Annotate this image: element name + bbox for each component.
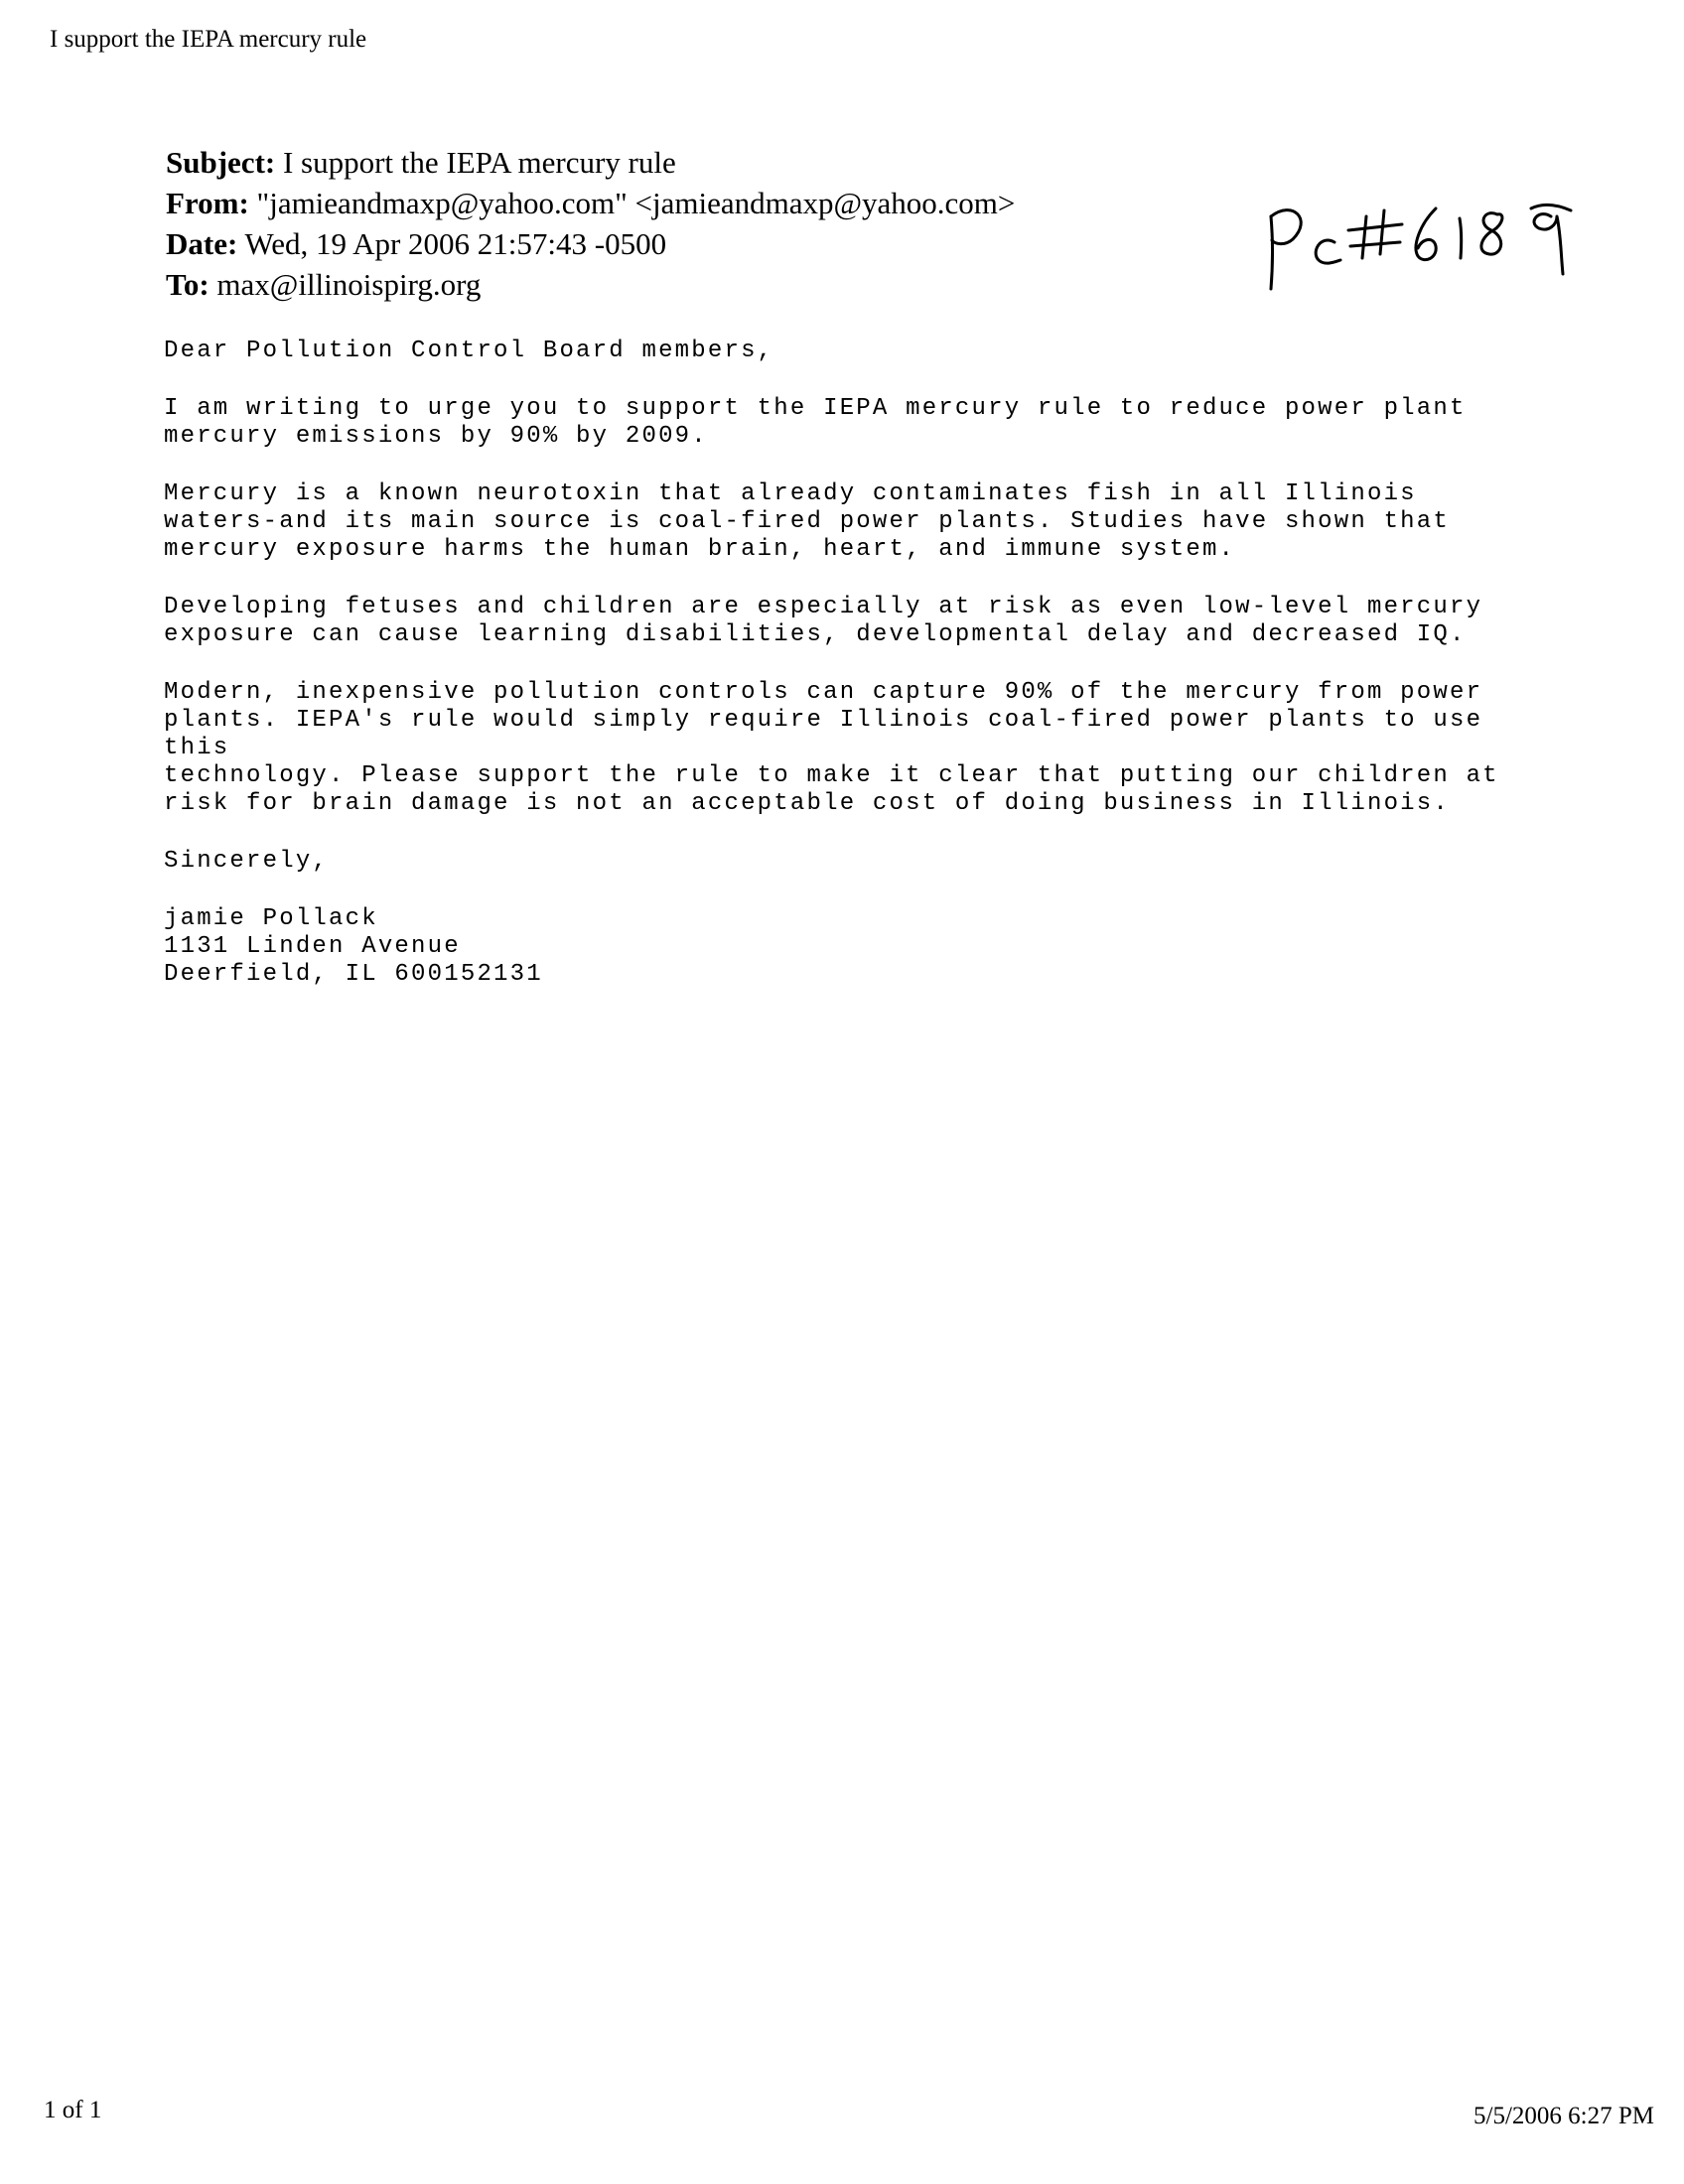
page-number: 1 of 1 — [44, 2097, 102, 2123]
subject-row — [166, 142, 1015, 183]
page-header: I support the IEPA mercury rule — [50, 26, 367, 53]
body-paragraph: Mercury is a known neurotoxin that already contaminates fish in all Illinois waters-and its main source is coal-fired power plants. Studies have shown that mercury exposure harms the human brain, heart, and immune system. — [164, 480, 1450, 563]
signature-street: 1131 Linden Avenue — [164, 933, 461, 960]
subject-value: I support the IEPA mercury rule — [282, 145, 676, 180]
signature-name: jamie Pollack — [164, 905, 378, 932]
from-label: From: — [166, 186, 249, 220]
to-value: max@illinoispirg.org — [216, 267, 482, 302]
body-paragraph: I am writing to urge you to support the IEPA mercury rule to reduce power plant mercury emissions by 90% by 2009. — [164, 395, 1467, 450]
date-row — [166, 223, 1015, 264]
email-headers — [166, 142, 1015, 305]
body-paragraph: Developing fetuses and children are especially at risk as even low-level mercury exposure can cause learning disabilities, developmental delay and decreased IQ. — [164, 594, 1483, 648]
email-body — [164, 338, 1554, 989]
subject-label: Subject: — [166, 145, 276, 180]
closing: Sincerely, — [164, 848, 330, 875]
date-label: Date: — [166, 226, 238, 261]
to-label: To: — [166, 267, 210, 302]
to-row — [166, 264, 1015, 305]
signature-city: Deerfield, IL 600152131 — [164, 961, 543, 988]
handwritten-annotation — [1263, 195, 1581, 294]
from-value: "jamieandmaxp@yahoo.com" <jamieandmaxp@yahoo.com> — [256, 186, 1016, 220]
date-value: Wed, 19 Apr 2006 21:57:43 -0500 — [244, 226, 667, 261]
print-timestamp: 5/5/2006 6:27 PM — [1474, 2103, 1654, 2129]
signature-block — [164, 905, 1554, 989]
body-paragraph: Modern, inexpensive pollution controls can capture 90% of the mercury from power plants. IEPA's rule would simply require Illinois coal-fired power plants to use this technology. Please support the rule to make it clear that putting our children at risk for brain damage is not an acceptable cost of doing business in Illinois. — [164, 679, 1499, 817]
from-row — [166, 183, 1015, 223]
greeting: Dear Pollution Control Board members, — [164, 338, 774, 364]
